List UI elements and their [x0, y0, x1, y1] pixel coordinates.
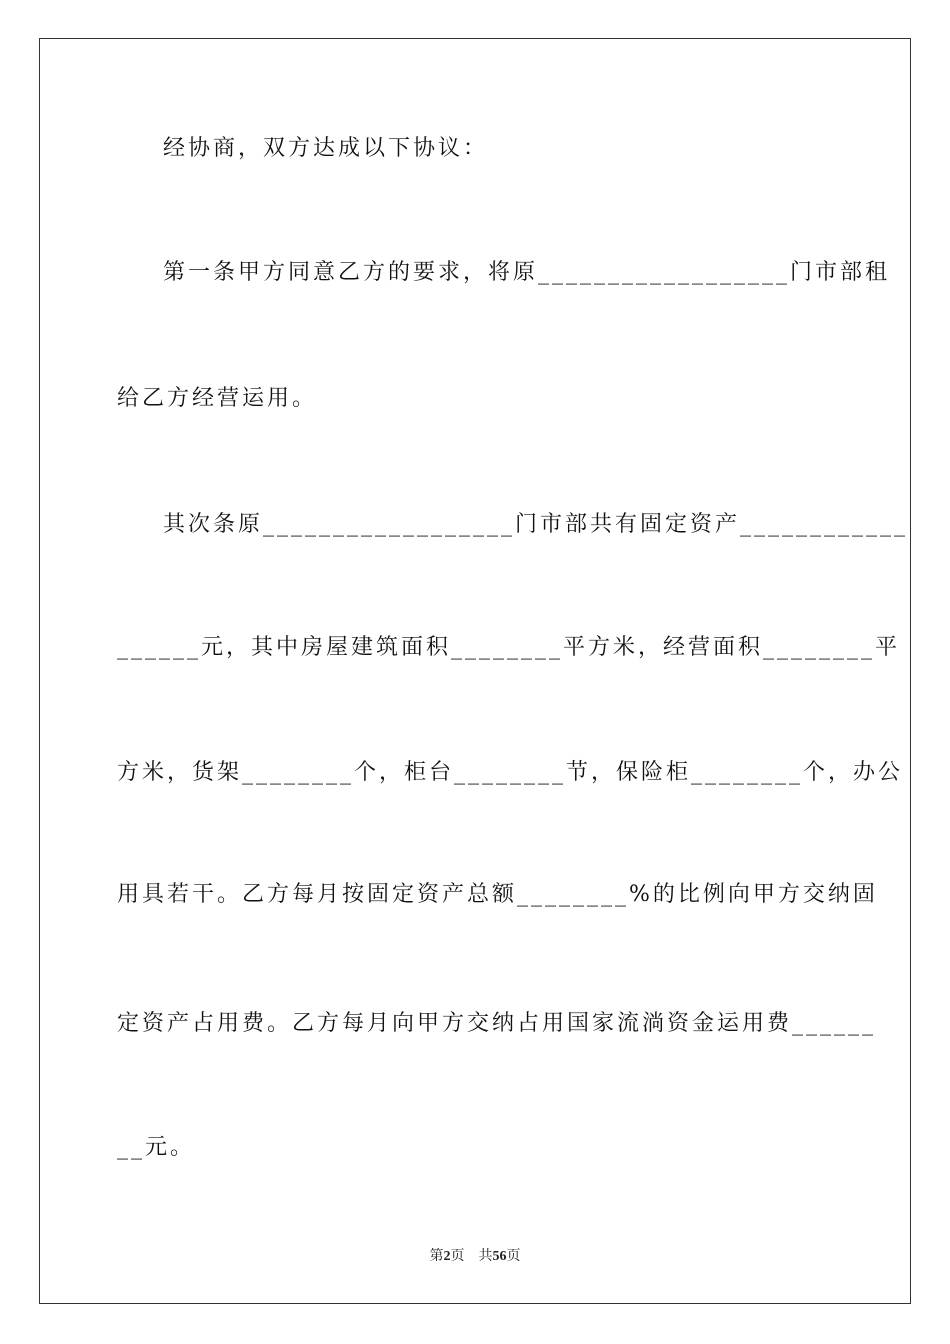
- page-label-suffix: 页: [450, 1249, 465, 1264]
- paragraph-line-8: 定资产占用费。乙方每月向甲方交纳占用国家流淌资金运用费______: [117, 1011, 877, 1036]
- paragraph-line-6: 方米，货架________个，柜台________节，保险柜________个，办公: [117, 760, 904, 785]
- paragraph-line-3: 给乙方经营运用。: [117, 386, 318, 411]
- total-pages: 56: [492, 1249, 507, 1264]
- paragraph-line-9: __元。: [117, 1135, 196, 1160]
- total-label-prefix: 共: [478, 1249, 493, 1264]
- page-label-prefix: 第: [429, 1249, 444, 1264]
- total-label-suffix: 页: [506, 1249, 521, 1264]
- page-frame: [39, 38, 911, 1304]
- paragraph-line-2: 第一条甲方同意乙方的要求，将原__________________门市部租: [163, 260, 891, 285]
- page-footer: [0, 1247, 950, 1267]
- paragraph-line-4: 其次条原__________________门市部共有固定资产____________: [163, 512, 909, 537]
- paragraph-line-1: 经协商，双方达成以下协议：: [163, 136, 489, 161]
- paragraph-line-7: 用具若干。乙方每月按固定资产总额________%的比例向甲方交纳固: [117, 882, 878, 907]
- paragraph-line-5: ______元，其中房屋建筑面积________平方米，经营面积________平: [117, 635, 901, 660]
- page-number: 2: [443, 1249, 451, 1264]
